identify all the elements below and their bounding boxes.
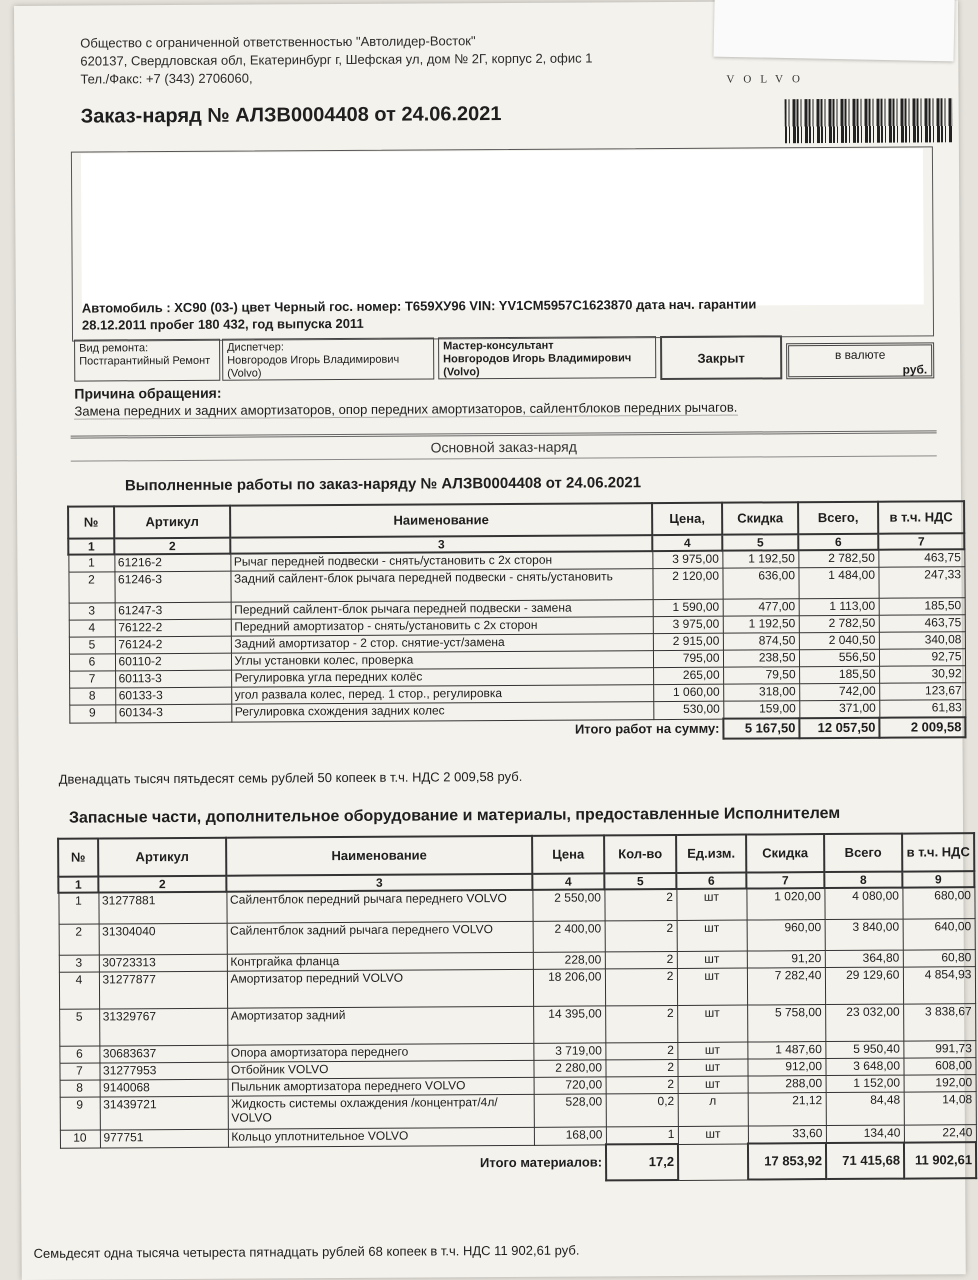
master-label: Мастер-консультант (443, 339, 554, 353)
works-cell-article: 61247-3 (115, 602, 231, 620)
parts-header-5: Кол-во (604, 835, 676, 873)
works-cell-discount: 1 192,50 (723, 616, 799, 633)
parts-cell-vat: 3 838,67 (903, 1004, 975, 1041)
works-cell-vat: 92,75 (879, 649, 965, 667)
works-cell-total: 2 782,50 (799, 615, 879, 632)
works-cell-num: 3 (69, 603, 115, 620)
parts-cell-unit: шт (678, 1076, 748, 1093)
parts-cell-vat: 640,00 (903, 919, 975, 950)
works-header-6: Всего, (798, 502, 878, 534)
works-colnum-6: 6 (798, 534, 878, 550)
parts-cell-qty: 0,2 (606, 1093, 678, 1126)
works-cell-price: 530,00 (653, 701, 723, 719)
parts-cell-discount: 912,00 (747, 1059, 825, 1076)
works-cell-article: 60110-2 (115, 653, 231, 671)
parts-cell-vat: 991,73 (903, 1041, 975, 1058)
works-cell-vat: 123,67 (879, 683, 965, 701)
currency-field (786, 342, 934, 379)
volvo-logo: VOLVO (726, 73, 809, 86)
parts-cell-name: Амортизатор задний (227, 1006, 533, 1045)
dispatcher-field (222, 337, 434, 380)
parts-colnum-2: 2 (98, 876, 226, 893)
parts-cell-article: 30723313 (99, 954, 227, 972)
parts-cell-price: 3 719,00 (533, 1043, 605, 1060)
repair-type-value: Постгарантийный Ремонт (79, 354, 211, 368)
parts-row (59, 967, 975, 1010)
parts-cell-price: 228,00 (533, 952, 605, 969)
works-cell-name: Углы установки колес, проверка (231, 651, 653, 671)
works-cell-name: Задний сайлент-блок рычага передней подвески - снять/установить (230, 569, 652, 603)
parts-cell-name: Сайлентблок задний рычага переднего VOLVO (227, 921, 533, 954)
order-title: Заказ-наряд № АЛЗВ0004408 от 24.06.2021 (80, 103, 502, 128)
vehicle-line-1: Автомобиль : XC90 (03-) цвет Черный гос. номер: Т659ХУ96 VIN: YV1CM5957C1623870 дата нач. гарантии (81, 296, 757, 316)
works-cell-num: 4 (69, 620, 115, 637)
parts-header-7: Скидка (746, 834, 824, 872)
works-cell-total: 185,50 (799, 666, 879, 683)
parts-cell-discount: 1 487,60 (747, 1042, 825, 1059)
works-header-1: № (68, 506, 114, 538)
parts-cell-price: 720,00 (534, 1077, 606, 1094)
parts-cell-total: 4 080,00 (824, 888, 902, 920)
parts-cell-vat: 22,40 (904, 1125, 976, 1143)
parts-cell-vat: 4 854,93 (903, 967, 975, 1004)
document-page (14, 0, 973, 1280)
parts-cell-price: 2 550,00 (532, 889, 604, 921)
parts-cell-vat: 192,00 (904, 1075, 976, 1092)
repair-type-field (74, 339, 220, 382)
works-colnum-2: 2 (114, 538, 230, 555)
parts-cell-unit: шт (678, 1126, 748, 1144)
works-cell-vat: 463,75 (879, 615, 965, 633)
parts-cell-num: 9 (60, 1097, 100, 1130)
works-header-3: Наименование (230, 503, 652, 538)
vehicle-line-2: 28.12.2011 пробег 180 432, год выпуска 2011 (81, 315, 364, 333)
parts-cell-unit: л (678, 1093, 748, 1126)
works-cell-article: 61246-3 (114, 571, 230, 603)
works-cell-article: 76124-2 (115, 636, 231, 654)
works-cell-num: 7 (69, 671, 115, 688)
works-sum-in-words: Двенадцать тысяч пятьдесят семь рублей 50 копеек в т.ч. НДС 2 009,58 руб. (58, 768, 523, 787)
works-cell-name: Регулировка схождения задних колес (231, 702, 653, 722)
works-cell-price: 3 975,00 (652, 551, 722, 569)
parts-cell-total: 3 840,00 (825, 919, 903, 950)
parts-header-row (58, 833, 974, 877)
parts-cell-article: 977751 (100, 1129, 228, 1147)
works-cell-discount: 159,00 (723, 701, 799, 719)
parts-cell-article: 31439721 (100, 1096, 228, 1130)
works-cell-price: 2 120,00 (652, 568, 722, 599)
works-cell-name: Задний амортизатор - 2 стор. снятие-уст/замена (231, 634, 653, 654)
works-cell-discount: 636,00 (722, 568, 798, 599)
works-cell-price: 1 060,00 (653, 684, 723, 701)
parts-cell-total: 5 950,40 (825, 1041, 903, 1058)
works-cell-name: Рычаг передней подвески - снять/установить с 2х сторон (230, 551, 652, 571)
parts-total-label: Итого материалов: (479, 1154, 603, 1171)
works-header-5: Скидка (722, 502, 798, 534)
parts-cell-total: 29 129,60 (825, 967, 903, 1004)
works-cell-total: 742,00 (799, 683, 879, 700)
works-cell-price: 265,00 (653, 667, 723, 684)
works-cell-num: 1 (68, 554, 114, 572)
parts-cell-unit: шт (677, 1005, 747, 1042)
parts-cell-price: 2 400,00 (533, 921, 605, 952)
works-cell-num: 5 (69, 637, 115, 654)
parts-cell-unit: шт (676, 889, 746, 921)
works-cell-total: 556,50 (799, 649, 879, 666)
parts-cell-qty: 1 (606, 1126, 678, 1144)
parts-cell-discount: 91,20 (747, 951, 825, 968)
parts-cell-unit: шт (677, 1042, 747, 1059)
works-cell-article: 60133-3 (115, 687, 231, 705)
parts-header-3: Наименование (226, 836, 532, 876)
parts-cell-name: Контргайка фланца (227, 952, 533, 971)
works-cell-total: 2 040,50 (799, 632, 879, 649)
parts-cell-name: Жидкость системы охлаждения /концентрат/4л/ VOLVO (228, 1094, 534, 1129)
works-cell-discount: 238,50 (723, 650, 799, 667)
parts-cell-qty: 2 (604, 889, 676, 921)
parts-cell-price: 528,00 (534, 1094, 606, 1127)
works-total-label: Итого работ на сумму: (574, 720, 720, 737)
redacted-area (81, 148, 924, 309)
parts-title: Запасные части, дополнительное оборудование и материалы, предоставленные Исполнителем (68, 804, 841, 827)
works-title: Выполненные работы по заказ-наряду № АЛЗВ0004408 от 24.06.2021 (124, 474, 642, 495)
parts-cell-vat: 680,00 (902, 887, 974, 919)
parts-cell-discount: 7 282,40 (747, 968, 825, 1005)
parts-total-vat: 11 902,61 (904, 1142, 976, 1178)
works-cell-article: 76122-2 (115, 619, 231, 637)
works-cell-price: 795,00 (653, 650, 723, 667)
parts-cell-article: 31277881 (98, 892, 226, 924)
parts-header-1: № (58, 839, 98, 877)
works-colnum-5: 5 (722, 534, 798, 550)
parts-cell-qty: 2 (605, 968, 677, 1005)
parts-colnum-6: 6 (676, 873, 746, 889)
parts-header-4: Цена (532, 835, 604, 873)
works-colnum-4: 4 (652, 535, 722, 551)
parts-cell-num: 2 (59, 924, 99, 955)
parts-cell-num: 5 (59, 1009, 99, 1046)
parts-header-8: Всего (824, 834, 902, 872)
works-cell-name: Регулировка угла передних колёс (231, 668, 653, 688)
parts-cell-total: 3 648,00 (825, 1058, 903, 1075)
reason-text: Замена передних и задних амортизаторов, опор передних амортизаторов, сайлентблоков передних рычагов. (74, 399, 738, 419)
parts-cell-price: 168,00 (534, 1127, 606, 1145)
parts-header-2: Артикул (98, 838, 226, 877)
works-cell-name: угол развала колес, перед. 1 стор., регулировка (231, 685, 653, 705)
parts-cell-unit: шт (677, 920, 747, 951)
parts-cell-total: 134,40 (826, 1125, 904, 1143)
works-cell-discount: 1 192,50 (722, 550, 798, 568)
parts-cell-name: Кольцо уплотнительное VOLVO (228, 1127, 534, 1146)
parts-cell-article: 31329767 (99, 1008, 227, 1046)
master-field (438, 336, 656, 379)
parts-cell-num: 6 (59, 1046, 99, 1063)
barcode (785, 98, 953, 143)
works-header-7: в т.ч. НДС (878, 501, 964, 534)
parts-cell-num: 1 (58, 893, 98, 925)
dispatcher-value: Новгородов Игорь Владимирович (Volvo) (227, 353, 400, 380)
parts-colnum-8: 8 (824, 872, 902, 888)
parts-cell-num: 8 (60, 1080, 100, 1097)
parts-cell-vat: 608,00 (903, 1058, 975, 1075)
parts-table (57, 832, 977, 1185)
works-total-vat: 2 009,58 (879, 717, 965, 738)
parts-colnum-1: 1 (58, 877, 98, 893)
parts-cell-price: 18 206,00 (533, 969, 605, 1006)
parts-colnum-5: 5 (604, 873, 676, 889)
parts-cell-num: 7 (59, 1063, 99, 1080)
parts-total-qty: 17,2 (606, 1144, 678, 1180)
section-title: Основной заказ-наряд (71, 430, 937, 461)
works-cell-total: 1 113,00 (799, 598, 879, 615)
works-cell-price: 3 975,00 (653, 616, 723, 633)
works-cell-discount: 318,00 (723, 684, 799, 701)
works-cell-discount: 79,50 (723, 667, 799, 684)
reason-label: Причина обращения: (74, 384, 222, 402)
parts-cell-unit: шт (677, 968, 747, 1005)
parts-cell-total: 84,48 (826, 1092, 904, 1125)
dispatcher-label: Диспетчер: (227, 341, 285, 354)
parts-cell-discount: 5 758,00 (747, 1005, 825, 1042)
works-cell-total: 2 782,50 (798, 550, 878, 568)
works-colnum-1: 1 (68, 538, 114, 554)
parts-cell-name: Сайлентблок передний рычага переднего VOLVO (226, 890, 532, 923)
parts-cell-unit: шт (677, 951, 747, 968)
parts-cell-name: Опора амортизатора переднего (227, 1043, 533, 1062)
works-cell-vat: 340,08 (879, 632, 965, 650)
parts-total-unit-empty (678, 1144, 748, 1180)
parts-cell-qty: 2 (605, 1005, 677, 1042)
works-colnum-3: 3 (230, 535, 652, 554)
parts-colnum-9: 9 (902, 871, 974, 887)
parts-cell-qty: 2 (605, 1059, 677, 1076)
parts-cell-name: Отбойник VOLVO (227, 1060, 533, 1079)
works-cell-price: 2 915,00 (653, 633, 723, 650)
works-cell-num: 2 (68, 572, 114, 603)
works-cell-num: 9 (69, 705, 115, 723)
parts-cell-article: 31304040 (99, 923, 227, 955)
parts-cell-total: 23 032,00 (825, 1004, 903, 1041)
parts-cell-num: 3 (59, 955, 99, 972)
parts-colnum-3: 3 (226, 874, 532, 892)
works-table (67, 500, 966, 743)
currency-label: в валюте (834, 347, 886, 362)
parts-cell-article: 31277877 (99, 971, 227, 1009)
master-value: Новгородов Игорь Владимирович (Volvo) (443, 352, 632, 379)
parts-cell-price: 14 395,00 (533, 1006, 605, 1043)
currency-value: руб. (902, 362, 928, 377)
parts-colnum-4: 4 (532, 873, 604, 889)
works-cell-vat: 185,50 (879, 598, 965, 616)
works-cell-num: 8 (69, 688, 115, 705)
works-cell-total: 371,00 (799, 700, 879, 718)
works-cell-article: 60113-3 (115, 670, 231, 688)
parts-sum-in-words: Семьдесят одна тысяча четыреста пятнадцать рублей 68 копеек в т.ч. НДС 11 902,61 руб. (33, 1242, 580, 1261)
vehicle-info (82, 294, 922, 333)
company-phone: Тел./Факс: +7 (343) 2706060, (80, 70, 253, 87)
parts-cell-name: Амортизатор передний VOLVO (227, 969, 533, 1008)
works-cell-article: 61216-2 (114, 554, 230, 572)
works-cell-vat: 247,33 (878, 567, 964, 599)
works-header-4: Цена, (652, 503, 722, 535)
works-total-sum: 12 057,50 (799, 718, 879, 738)
parts-cell-total: 1 152,00 (826, 1075, 904, 1092)
parts-cell-article: 30683637 (99, 1045, 227, 1063)
parts-cell-qty: 2 (605, 920, 677, 951)
parts-cell-name: Пыльник амортизатора переднего VOLVO (228, 1077, 534, 1096)
parts-cell-article: 31277953 (99, 1062, 227, 1080)
status-field: Закрыт (660, 335, 782, 380)
company-address: 620137, Свердловская обл, Екатеринбург г, Шефская ул, дом № 2Г, корпус 2, офис 1 (80, 50, 593, 69)
parts-cell-discount: 288,00 (748, 1076, 826, 1093)
parts-header-9: в т.ч. НДС (902, 833, 974, 871)
parts-total-discount: 17 853,92 (748, 1143, 826, 1179)
parts-cell-discount: 21,12 (748, 1093, 826, 1126)
parts-cell-vat: 60,80 (903, 950, 975, 967)
parts-cell-unit: шт (677, 1059, 747, 1076)
parts-row (60, 1092, 976, 1131)
works-cell-price: 1 590,00 (653, 599, 723, 616)
works-total-discount: 5 167,50 (723, 718, 799, 738)
parts-cell-num: 10 (60, 1130, 100, 1148)
parts-cell-price: 2 280,00 (533, 1060, 605, 1077)
parts-cell-qty: 2 (606, 1076, 678, 1093)
parts-cell-vat: 14,08 (904, 1092, 976, 1125)
works-cell-article: 60134-3 (115, 704, 231, 722)
parts-cell-discount: 33,60 (748, 1126, 826, 1144)
company-name: Общество с ограниченной ответственностью "Автолидер-Восток" (80, 33, 476, 51)
works-cell-vat: 30,92 (879, 666, 965, 684)
parts-cell-num: 4 (59, 972, 99, 1009)
parts-cell-total: 364,80 (825, 950, 903, 967)
works-cell-total: 1 484,00 (798, 567, 878, 598)
parts-cell-qty: 2 (605, 1042, 677, 1059)
works-cell-discount: 477,00 (723, 599, 799, 616)
receipt-sticker (713, 0, 954, 61)
parts-cell-article: 9140068 (100, 1079, 228, 1097)
works-cell-discount: 874,50 (723, 633, 799, 650)
parts-total-row (60, 1142, 976, 1184)
works-colnum-7: 7 (878, 533, 964, 550)
parts-colnum-7: 7 (746, 872, 824, 888)
works-cell-num: 6 (69, 654, 115, 671)
works-cell-vat: 61,83 (879, 700, 965, 718)
parts-row (59, 1004, 975, 1047)
parts-cell-qty: 2 (605, 951, 677, 968)
repair-type-label: Вид ремонта: (79, 342, 149, 355)
parts-cell-discount: 1 020,00 (746, 888, 824, 920)
works-header-2: Артикул (114, 506, 230, 539)
parts-total-sum: 71 415,68 (826, 1143, 904, 1179)
parts-header-6: Ед.изм. (676, 835, 746, 873)
parts-cell-discount: 960,00 (747, 920, 825, 951)
works-cell-name: Передний сайлент-блок рычага передней подвески - замена (231, 600, 653, 620)
works-total-row (69, 717, 965, 742)
works-cell-name: Передний амортизатор - снять/установить с 2х сторон (231, 617, 653, 637)
works-cell-vat: 463,75 (878, 549, 964, 567)
